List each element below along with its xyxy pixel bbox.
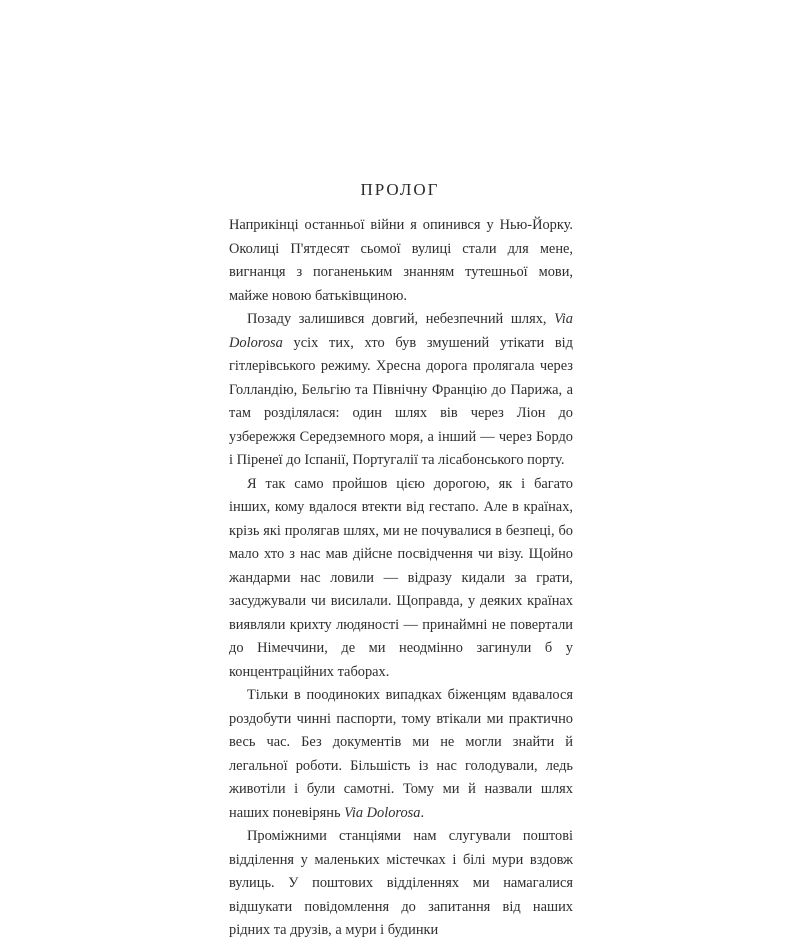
paragraph-4-text-b: . xyxy=(420,804,425,821)
chapter-heading: ПРОЛОГ xyxy=(360,180,440,199)
paragraph-1-text: Наприкінці останньої війни я опинився у Нью-Йорку. Околиці П'ятдесят сьомої вулиці стали для мене, вигнанця з поганеньким знанням тутешньої мови, майже новою батьківщиною. xyxy=(229,217,573,304)
paragraph-1 xyxy=(229,214,573,308)
paragraph-2-italic: Via Dolorosa xyxy=(229,311,573,351)
paragraph-3 xyxy=(229,473,573,685)
paragraph-5 xyxy=(229,825,573,943)
paragraph-4-italic: Via Dolorosa xyxy=(344,804,421,821)
paragraph-4 xyxy=(229,684,573,825)
paragraph-5-text: Проміжними станціями нам слугували поштові відділення у маленьких містечках і білі мури вздовж вулиць. У поштових відділеннях ми намагалися відшукати повідомлення до запитання від наших рідних та друзів, а мури і будинки xyxy=(229,828,573,938)
paragraph-2-text-b: усіх тих, хто був змушений утікати від гітлерівського режиму. Хресна дорога пролягала через Голландію, Бельгію та Північну Францію до Парижа, а там розділялася: один шлях вів через Ліон до узбережжя Середземного моря, а інший — через Бордо і Піренеї до Іспанії, Португалії та лісабонського порту. xyxy=(229,334,573,468)
body-text xyxy=(229,214,573,943)
paragraph-2-text-a: Позаду залишився довгий, небезпечний шлях, xyxy=(247,311,555,327)
paragraph-2 xyxy=(229,308,573,473)
paragraph-3-text: Я так само пройшов цією дорогою, як і багато інших, кому вдалося втекти від гестапо. Але в країнах, крізь які пролягав шлях, ми не почувалися в безпеці, бо мало хто з нас мав дійсне посвідчення чи візу. Щойно жандарми нас ловили — відразу кидали за грати, засуджували чи висилали. Щоправда, у деяких країнах виявляли крихту людяності — принаймні не повертали до Німеччини, де ми неодмінно загинули б у концентраційних таборах. xyxy=(229,475,573,680)
paragraph-4-text-a: Тільки в поодиноких випадках біженцям вдавалося роздобути чинні паспорти, тому втікали ми практично весь час. Без документів ми не могли знайти й легальної роботи. Більшість із нас голодували, ледь животіли і були самотні. Тому ми й назвали шлях наших поневірянь xyxy=(229,687,573,821)
